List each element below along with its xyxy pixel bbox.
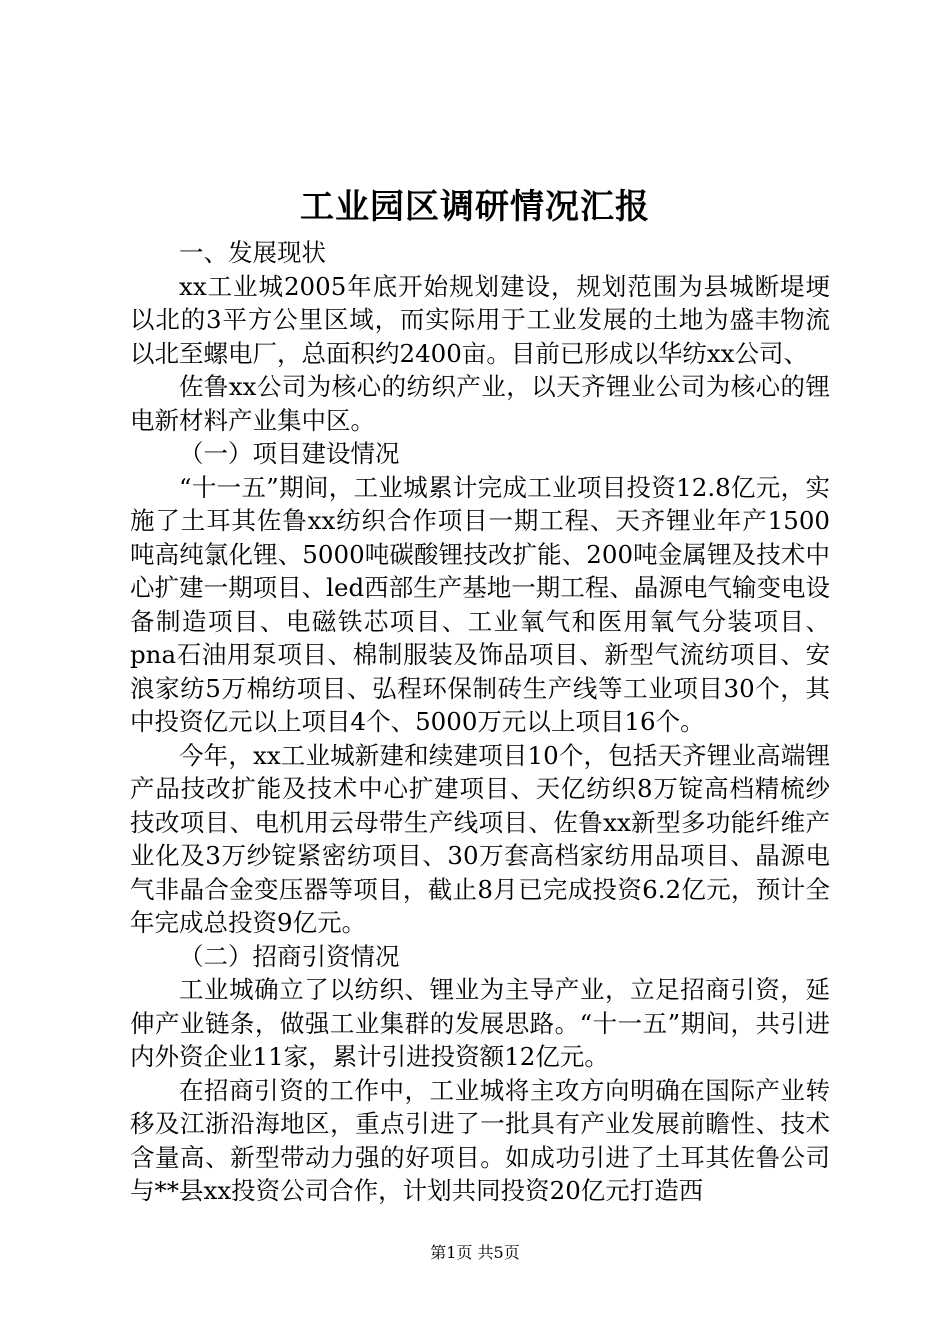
document-title: 工业园区调研情况汇报 [300,187,650,227]
paragraph: “十一五”期间，工业城累计完成工业项目投资12.8亿元，实施了土耳其佐鲁xx纺织合作项目一期工程、天齐锂业年产1500吨高纯氯化锂、5000吨碳酸锂技改扩能、200吨金属锂及技术中心扩建一期项目、led西部生产基地一期工程、晶源电气输变电设备制造项目、电磁铁芯项目、工业氧气和医用氧气分装项目、pna石油用泵项目、棉制服装及饰品项目、新型气流纺项目、安浪家纺5万棉纺项目、弘程环保制砖生产线等工业项目30个，其中投资亿元以上项目4个、5000万元以上项目16个。 [130,472,830,736]
paragraph: 在招商引资的工作中，工业城将主攻方向明确在国际产业转移及江浙沿海地区，重点引进了一批具有产业发展前瞻性、技术含量高、新型带动力强的好项目。如成功引进了土耳其佐鲁公司与**县xx投资公司合作，计划共同投资20亿元打造西 [130,1075,830,1205]
section-heading: 一、发展现状 [179,238,326,267]
document-body [130,236,830,1208]
paragraph: 佐鲁xx公司为核心的纺织产业，以天齐锂业公司为核心的锂电新材料产业集中区。 [130,372,830,435]
paragraph: 今年，xx工业城新建和续建项目10个，包括天齐锂业高端锂产品技改扩能及技术中心扩建项目、天亿纺织8万锭高档精梳纱技改项目、电机用云母带生产线项目、佐鲁xx新型多功能纤维产业化及3万纱锭紧密纺项目、30万套高档家纺用品项目、晶源电气非晶合金变压器等项目，截止8月已完成投资6.2亿元，预计全年完成总投资9亿元。 [130,740,830,937]
paragraph: 工业城确立了以纺织、锂业为主导产业，立足招商引资，延伸产业链条，做强工业集群的发展思路。“十一五”期间，共引进内外资企业11家，累计引进投资额12亿元。 [130,975,830,1071]
paragraph: xx工业城2005年底开始规划建设，规划范围为县城断堤埂以北的3平方公里区域，而实际用于工业发展的土地为盛丰物流以北至螺电厂，总面积约2400亩。目前已形成以华纺xx公司、 [130,271,830,368]
subsection-heading: （一）项目建设情况 [179,439,400,468]
subsection-heading: （二）招商引资情况 [179,941,400,971]
page-footer: 第1页 共5页 [430,1243,520,1262]
